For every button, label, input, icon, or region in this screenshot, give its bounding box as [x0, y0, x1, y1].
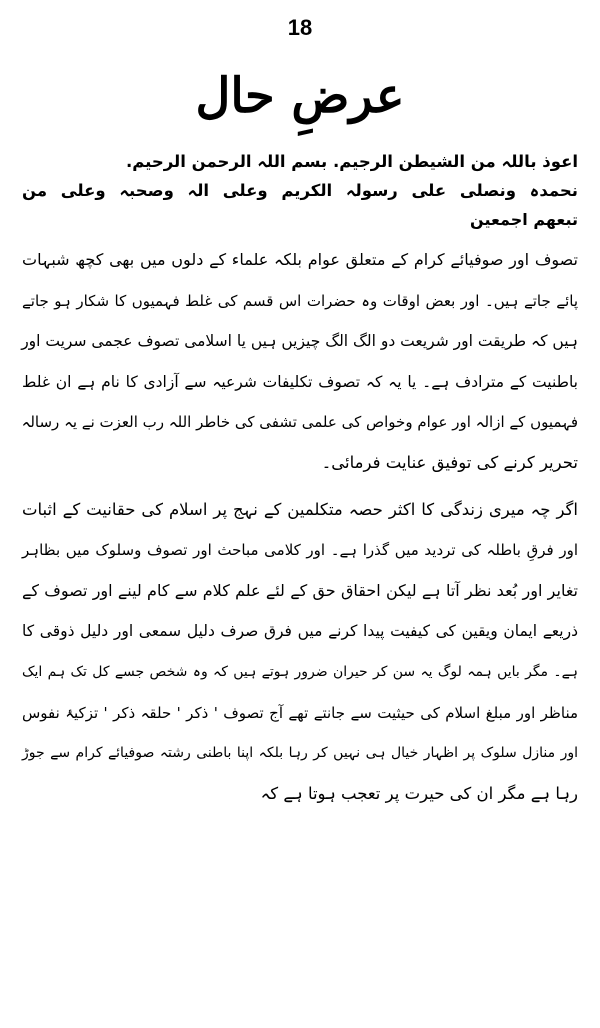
paragraph-1-line: پائے جاتے ہیں۔ اور بعض اوقات وہ حضرات اس قسم کی غلط فہمیوں کا شکار ہو جاتے — [22, 291, 578, 310]
paragraph-1-line: فہمیوں کے ازالہ اور عوام وخواص کی علمی تشفی کی خاطر اللہ رب العزت نے یہ رسالہ — [21, 413, 578, 432]
paragraph-2-line: مناظر اور مبلغ اسلام کی حیثیت سے جانتے تھے آج تصوف ' ذکر ' حلقہ ذکر ' تزکیۂ نفوس — [22, 703, 578, 722]
paragraph-2-line: اور فرقِ باطلہ کی تردید میں گذرا ہے۔ اور کلامی مباحث اور تصوف وسلوک میں بظاہر — [22, 541, 578, 560]
blessing-line-2: تبعھم اجمعین — [470, 210, 578, 229]
invocation-line: اعوذ باللہ من الشیطن الرجیم. بسم اللہ الرحمن الرحیم. — [125, 152, 578, 171]
paragraph-1-line: تصوف اور صوفیائے کرام کے متعلق عوام بلکہ علماء کے دلوں میں بھی کچھ شبہات — [22, 250, 578, 269]
paragraph-2-line: ذریعے ایمان ویقین کی کیفیت پیدا کرنے میں فرق صرف دلیل سمعی اور دلیل ذوقی کا — [22, 622, 578, 641]
chapter-heading: عرضِ حال — [195, 68, 405, 124]
paragraph-2-line: ہے۔ مگر بایں ہمہ لوگ یہ سن کر حیران ضرور ہوتے ہیں کہ وہ شخص جسے کل تک ہم ایک — [22, 663, 578, 680]
paragraph-1-line: ہیں کہ طریقت اور شریعت دو الگ الگ چیزیں ہیں یا اسلامی تصوف عجمی سریت اور — [21, 332, 578, 351]
paragraph-2-line: اور منازل سلوک پر اظہار خیال ہی نہیں کر رہا بلکہ اپنا باطنی رشتہ صوفیائے کرام سے جوڑ — [22, 745, 578, 762]
paragraph-2 — [22, 490, 578, 815]
paragraph-2-line: تغایر اور بُعد نظر آتا ہے لیکن احقاق حق کے لئے علم کلام سے کام لینے اور تصوف کے — [22, 580, 578, 600]
paragraph-1-line: باطنیت کے مترادف ہے۔ یا یہ کہ تصوف تکلیفات شرعیہ سے آزادی کا نام ہے ان غلط — [22, 372, 578, 391]
paragraph-1 — [22, 240, 578, 484]
paragraph-2-line: اگر چہ میری زندگی کا اکثر حصہ متکلمین کے نہج پر اسلام کی حقانیت کے اثبات — [22, 499, 578, 519]
page-number: 18 — [287, 15, 313, 40]
blessing-line-1: نحمدہ ونصلی علی رسولہ الکریم وعلی الہ وصحبہ وعلی من — [22, 181, 578, 200]
paragraph-2-line: رہا ہے مگر ان کی حیرت پر تعجب ہوتا ہے کہ — [260, 783, 578, 803]
paragraph-1-line: تحریر کرنے کی توفیق عنایت فرمائی۔ — [321, 452, 578, 472]
